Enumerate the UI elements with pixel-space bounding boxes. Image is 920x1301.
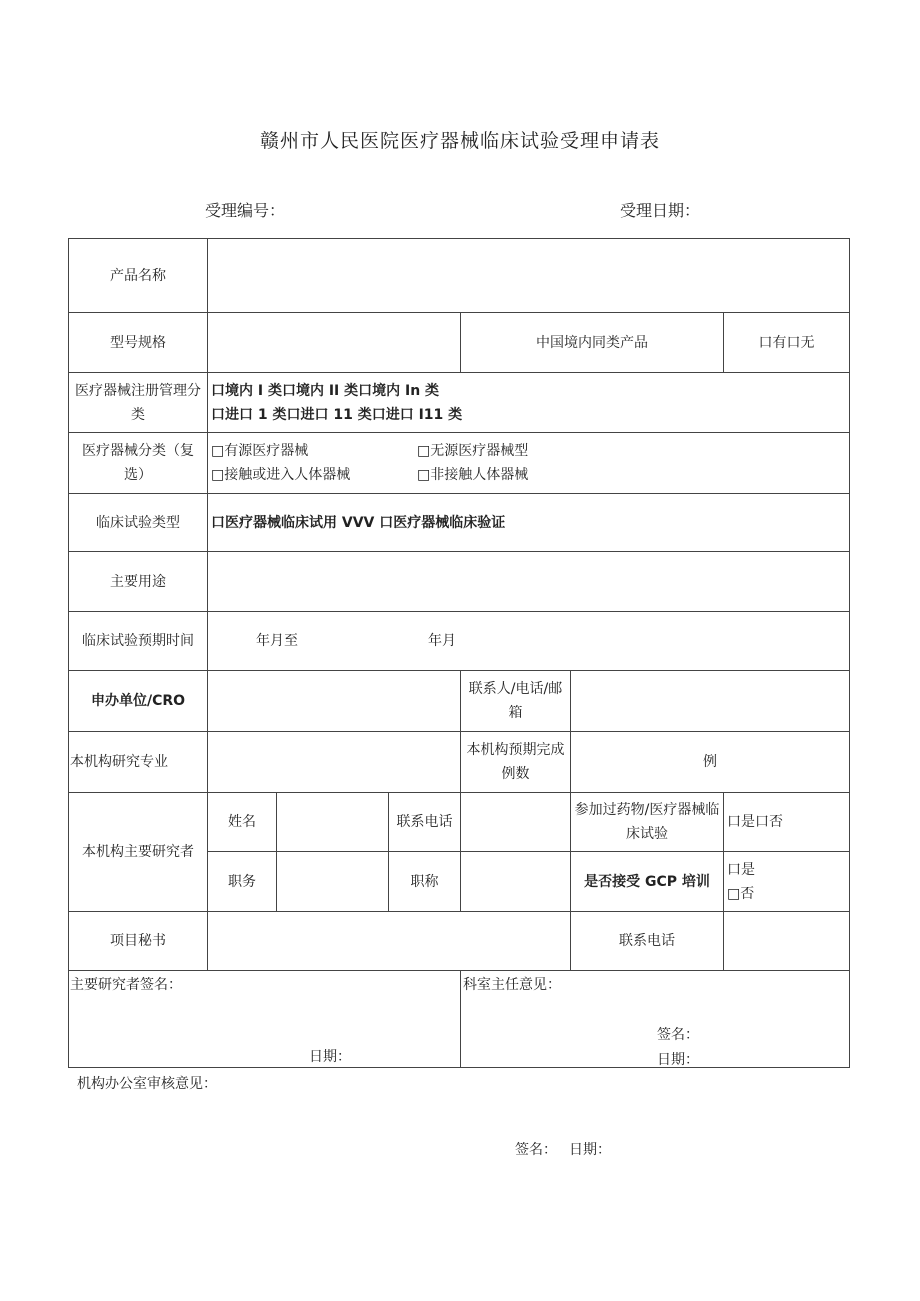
- sponsor-label: 申办单位/CRO: [69, 671, 208, 732]
- page-title: 赣州市人民医院医疗器械临床试验受理申请表: [259, 130, 660, 152]
- contact-label: 联系人/电话/邮箱: [461, 671, 571, 732]
- office-sign-label: 签名：: [515, 1142, 557, 1158]
- secretary-field[interactable]: [208, 912, 571, 971]
- gcp-no-checkbox[interactable]: □否: [727, 885, 755, 902]
- expected-time-label: 临床试验预期时间: [69, 612, 208, 671]
- row-product-name: [69, 239, 850, 313]
- dept-opinion-label: 科室主任意见：: [463, 977, 561, 993]
- registration-class-options[interactable]: [208, 373, 850, 433]
- secretary-label: 项目秘书: [69, 912, 208, 971]
- row-signatures: [69, 971, 850, 1068]
- pi-title-field[interactable]: [461, 852, 571, 912]
- row-trial-type: [69, 494, 850, 552]
- expected-time-field[interactable]: [208, 612, 850, 671]
- row-expected-time: [69, 612, 850, 671]
- secretary-phone-label: 联系电话: [571, 912, 724, 971]
- gcp-training-label: 是否接受 GCP 培训: [571, 852, 724, 912]
- device-class-options[interactable]: [208, 433, 850, 494]
- office-date-label: 日期：: [569, 1142, 611, 1158]
- domestic-similar-label: 中国境内同类产品: [461, 313, 724, 373]
- trial-type-options[interactable]: 口医疗器械临床试用 VVV 口医疗器械临床验证: [208, 494, 850, 552]
- dept-opinion-cell[interactable]: [461, 971, 850, 1068]
- main-use-label: 主要用途: [69, 552, 208, 612]
- domestic-similar-options[interactable]: 口有口无: [724, 313, 850, 373]
- row-specialty: [69, 732, 850, 793]
- gcp-training-options[interactable]: [724, 852, 850, 912]
- contact-device-checkbox[interactable]: □接触或进入人体器械: [211, 467, 351, 483]
- pi-title-label: 职称: [389, 852, 461, 912]
- registration-class-domestic[interactable]: 口境内 I 类口境内 II 类口境内 In 类: [211, 382, 440, 399]
- secretary-phone-field[interactable]: [724, 912, 850, 971]
- device-class-label: 医疗器械分类（复选）: [69, 433, 208, 494]
- accept-number-label: 受理编号：: [205, 201, 286, 220]
- pi-position-label: 职务: [208, 852, 277, 912]
- expected-time-from: 年月至: [256, 633, 298, 649]
- row-model-spec: [69, 313, 850, 373]
- noncontact-device-checkbox[interactable]: □非接触人体器械: [417, 467, 529, 483]
- pi-sign-label: 主要研究者签名：: [70, 977, 182, 993]
- pi-phone-field[interactable]: [461, 793, 571, 852]
- row-secretary: [69, 912, 850, 971]
- registration-class-label: 医疗器械注册管理分类: [69, 373, 208, 433]
- pi-name-label: 姓名: [208, 793, 277, 852]
- expected-cases-field[interactable]: 例: [571, 732, 850, 793]
- sponsor-field[interactable]: [208, 671, 461, 732]
- pi-name-field[interactable]: [277, 793, 389, 852]
- pi-signature-cell[interactable]: [69, 971, 461, 1068]
- product-name-label: 产品名称: [69, 239, 208, 313]
- office-review-label: 机构办公室审核意见：: [77, 1076, 217, 1092]
- trial-experience-options[interactable]: 口是口否: [724, 793, 850, 852]
- row-main-use: [69, 552, 850, 612]
- contact-field[interactable]: [571, 671, 850, 732]
- specialty-field[interactable]: [208, 732, 461, 793]
- registration-class-import[interactable]: 口进口 1 类口进口 11 类口进口 I11 类: [211, 406, 463, 423]
- model-spec-label: 型号规格: [69, 313, 208, 373]
- pi-date-label: 日期：: [309, 1049, 351, 1065]
- dept-sign-label: 签名：: [657, 1027, 699, 1043]
- application-form-table: [68, 238, 850, 1068]
- trial-type-label: 临床试验类型: [69, 494, 208, 552]
- dept-date-label: 日期：: [657, 1052, 699, 1068]
- pi-label: 本机构主要研究者: [69, 793, 208, 912]
- specialty-label: 本机构研究专业: [69, 732, 208, 793]
- pi-phone-label: 联系电话: [389, 793, 461, 852]
- row-sponsor: [69, 671, 850, 732]
- row-device-class: [69, 433, 850, 494]
- model-spec-field[interactable]: [208, 313, 461, 373]
- expected-time-to: 年月: [428, 633, 456, 649]
- row-pi-name: [69, 793, 850, 852]
- main-use-field[interactable]: [208, 552, 850, 612]
- accept-date-label: 受理日期：: [620, 201, 701, 220]
- row-registration-class: [69, 373, 850, 433]
- product-name-field[interactable]: [208, 239, 850, 313]
- pi-position-field[interactable]: [277, 852, 389, 912]
- expected-cases-label: 本机构预期完成例数: [461, 732, 571, 793]
- passive-device-checkbox[interactable]: □无源医疗器械型: [417, 443, 529, 459]
- gcp-yes-checkbox[interactable]: 口是: [727, 861, 755, 878]
- active-device-checkbox[interactable]: □有源医疗器械: [211, 443, 309, 459]
- trial-experience-label: 参加过药物/医疗器械临床试验: [571, 793, 724, 852]
